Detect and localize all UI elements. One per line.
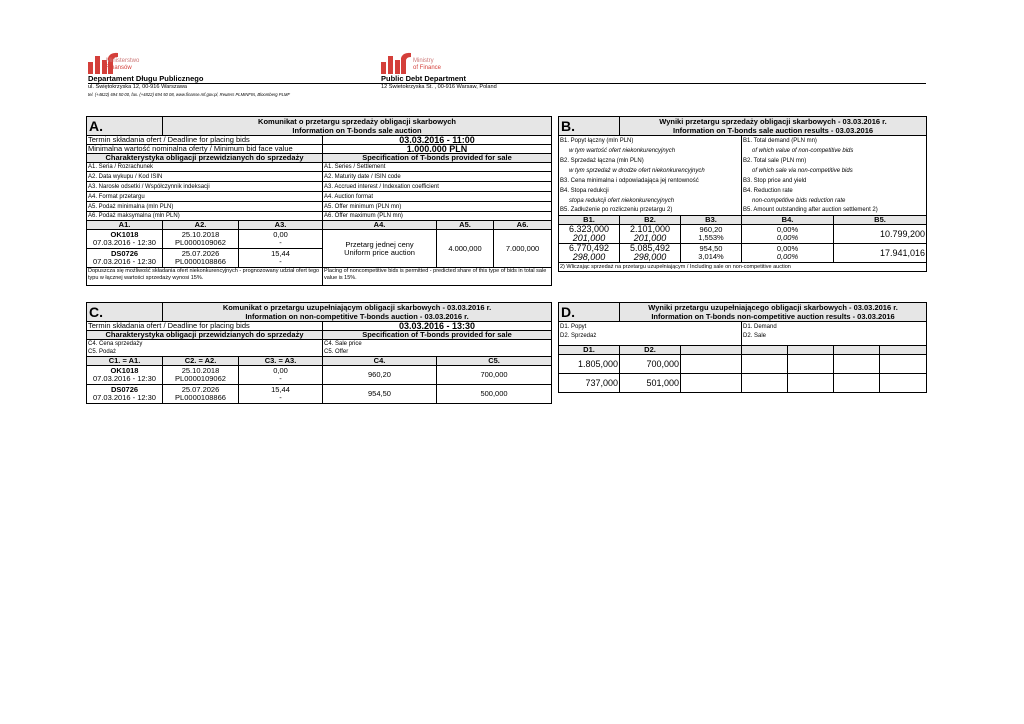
- a-row-pl: A2. Data wykupu / Kod ISIN: [87, 172, 323, 182]
- logo-text-pl: Ministerstwo Finansów: [106, 58, 140, 71]
- c-spec-heading-pl: Charakterystyka obligacji przewidzianych do sprzedaży: [87, 331, 323, 340]
- sale-price: 960,20: [323, 366, 437, 385]
- series: OK1018: [110, 230, 139, 239]
- b-row-pl: B4. Stopa redukcji: [559, 186, 742, 196]
- settlement: 07.03.2016 - 12:30: [93, 393, 156, 402]
- index-coef: -: [279, 257, 282, 266]
- spec-heading-pl: Charakterystyka obligacji przewidzianych do sprzedaży: [87, 154, 323, 163]
- b3-yield: 1,553%: [698, 233, 724, 242]
- col-a2: A2.: [163, 221, 239, 230]
- index-coef: -: [279, 238, 282, 247]
- maturity: 25.07.2026: [181, 385, 220, 394]
- c-deadline-label: Termin składania ofert / Deadline for placing bids: [87, 322, 323, 331]
- col-c4: C4.: [323, 357, 437, 366]
- b-row-pl: B3. Cena minimalna i odpowiadająca jej rentowność: [559, 176, 742, 186]
- a-row-pl: A1. Seria / Rozrachunek: [87, 163, 323, 172]
- b-row-en: B3. Stop price and yield: [742, 176, 927, 186]
- logo-text-en: Ministry of Finance: [413, 58, 442, 71]
- footnote-b: 2) Wliczając sprzedaż na przetargu uzupełniającym / Including sale on non-competitive auction: [559, 263, 927, 272]
- series: OK1018: [110, 366, 139, 375]
- offer: 500,000: [437, 385, 552, 404]
- b4-value: 0,00%: [776, 244, 799, 253]
- dept-pl: Departament Długu Publicznego: [88, 74, 204, 83]
- maturity: 25.07.2026: [181, 249, 220, 258]
- b-row-en: of which sale via non-competitive bids: [742, 166, 927, 176]
- format-en: Uniform price auction: [344, 247, 415, 257]
- d1-value: 1.805,000: [559, 355, 620, 374]
- a-row-en: A4. Auction format: [323, 192, 552, 202]
- b3-price: 954,50: [699, 244, 723, 253]
- b-row-en: B2. Total sale (PLN mn): [742, 156, 927, 166]
- col-a6: A6.: [494, 221, 552, 230]
- b-row-en: non-competitive bids reduction rate: [742, 196, 927, 206]
- table-row: [87, 385, 552, 404]
- address-pl: ul. Świętokrzyska 12, 00-916 Warszawa: [88, 84, 187, 90]
- c-deadline-value: 03.03.2016 - 13:30: [323, 322, 552, 331]
- a-row-pl: A6. Podaż maksymalna (mln PLN): [87, 212, 323, 221]
- b-row-pl: w tym sprzedaż w drodze ofert niekonkurencyjnych: [559, 166, 742, 176]
- col-a5: A5.: [437, 221, 494, 230]
- maturity: 25.10.2018: [181, 230, 220, 239]
- section-b-table: [558, 116, 927, 272]
- series: DS0726: [110, 249, 139, 258]
- b1-nc-value: 201,000: [572, 233, 606, 243]
- section-a-title: Komunikat o przetargu sprzedaży obligacji skarbowych Information on T-bonds sale auction: [163, 117, 552, 136]
- b-row-pl: B5. Zadłużenie po rozliczeniu przetargu 2): [559, 206, 742, 216]
- d2-value: 501,000: [620, 374, 681, 393]
- offer-max: 7.000,000: [494, 230, 552, 268]
- isin: PL0000109062: [175, 238, 226, 247]
- table-row: [87, 366, 552, 385]
- d-row-pl: D2. Sprzedaż: [559, 332, 742, 346]
- min-bid-value: 1.000.000 PLN: [323, 145, 552, 154]
- table-row: [559, 374, 927, 393]
- d-row-pl: D1. Popyt: [559, 322, 742, 332]
- b5-value: 10.799,200: [834, 225, 927, 244]
- b5-value: 17.941,016: [834, 244, 927, 263]
- deadline-label: Termin składania ofert / Deadline for placing bids: [87, 136, 323, 145]
- col-c5: C5.: [437, 357, 552, 366]
- b3-yield: 3,014%: [698, 252, 724, 261]
- b2-nc-value: 298,000: [633, 252, 667, 262]
- col-b4: B4.: [742, 216, 834, 225]
- min-bid-label: Minimalna wartość nominalna oferty / Minimum bid face value: [87, 145, 323, 154]
- b-row-en: B1. Total demand (PLN mn): [742, 136, 927, 146]
- sale-price: 954,50: [323, 385, 437, 404]
- col-c2: C2. = A2.: [163, 357, 239, 366]
- a-row-en: A5. Offer minimum (PLN mn): [323, 202, 552, 212]
- c-rows-pl: C4. Cena sprzedaży C5. Podaż: [87, 340, 323, 357]
- c-spec-heading-en: Specification of T-bonds provided for sale: [323, 331, 552, 340]
- isin: PL0000108866: [175, 257, 226, 266]
- b-row-en: B5. Amount outstanding after auction settlement 2): [742, 206, 927, 216]
- b-row-pl: B1. Popyt łączny (mln PLN): [559, 136, 742, 146]
- offer: 700,000: [437, 366, 552, 385]
- b4-nc-value: 0,00%: [776, 233, 799, 242]
- a-row-pl: A3. Narosłe odsetki / Współczynnik indeksacji: [87, 182, 323, 192]
- address-en: 12 Swietokrzyska St. , 00-916 Warsaw, Poland: [381, 84, 497, 90]
- offer-min: 4.000,000: [437, 230, 494, 268]
- settlement: 07.03.2016 - 12:30: [93, 238, 156, 247]
- series: DS0726: [110, 385, 139, 394]
- footnote-pl: Dopuszcza się możliwość składania ofert niekonkurencyjnych - prognozowany udział ofert tego typu w łącznej wartości sprzedaży wynosi 15%.: [87, 268, 323, 286]
- table-row: [87, 230, 552, 249]
- col-b2: B2.: [620, 216, 681, 225]
- b1-value: 6.323,000: [568, 224, 610, 234]
- col-b3: B3.: [681, 216, 742, 225]
- b1-value: 6.770,492: [568, 243, 610, 253]
- section-c-table: [86, 302, 552, 404]
- col-a4: A4.: [323, 221, 437, 230]
- index-coef: -: [279, 374, 282, 383]
- deadline-value: 03.03.2016 - 11:00: [323, 136, 552, 145]
- table-row: [559, 244, 927, 263]
- b-row-en: of which value of non-competitive bids: [742, 146, 927, 156]
- col-a3: A3.: [239, 221, 323, 230]
- b4-nc-value: 0,00%: [776, 252, 799, 261]
- settlement: 07.03.2016 - 12:30: [93, 374, 156, 383]
- contact-line: tel. (+4822) 694 50 00, fax. (+4822) 694 50 08, www.finanse.mf.gov.pl, Reuters PLMINFIN, Bloomberg PLMF: [88, 92, 290, 97]
- header-divider: [88, 83, 926, 84]
- a-row-pl: A4. Format przetargu: [87, 192, 323, 202]
- a-row-en: A1. Series / Settlement: [323, 163, 552, 172]
- b-row-pl: B2. Sprzedaż łączna (mln PLN): [559, 156, 742, 166]
- col-d2: D2.: [620, 346, 681, 355]
- dept-en: Public Debt Department: [381, 74, 467, 83]
- b4-value: 0,00%: [776, 225, 799, 234]
- d-row-en: D1. Demand: [742, 322, 927, 332]
- b2-nc-value: 201,000: [633, 233, 667, 243]
- isin: PL0000109062: [175, 374, 226, 383]
- settlement: 07.03.2016 - 12:30: [93, 257, 156, 266]
- d-row-en: D2. Sale: [742, 332, 927, 346]
- section-d-title: Wyniki przetargu uzupełniającego obligacji skarbowych - 03.03.2016 r. Information on T-bonds non-competitive auction results - 03.03.2016: [620, 303, 927, 322]
- b-row-pl: stopa redukcji ofert niekonkurencyjnych: [559, 196, 742, 206]
- maturity: 25.10.2018: [181, 366, 220, 375]
- accrued: 0,00: [273, 366, 288, 375]
- table-row: [559, 355, 927, 374]
- section-a-letter: A.: [87, 117, 163, 136]
- spec-heading-en: Specification of T-bonds provided for sale: [323, 154, 552, 163]
- section-b-letter: B.: [559, 117, 620, 136]
- format-pl: Przetarg jednej ceny: [345, 239, 414, 249]
- c-rows-en: C4. Sale price C5. Offer: [323, 340, 552, 357]
- col-a1: A1.: [87, 221, 163, 230]
- section-d-table: [558, 302, 927, 393]
- a-row-en: A2. Maturity date / ISIN code: [323, 172, 552, 182]
- accrued: 0,00: [273, 230, 288, 239]
- b-row-pl: w tym wartość ofert niekonkurencyjnych: [559, 146, 742, 156]
- a-row-en: A3. Accrued interest / Indexation coefficient: [323, 182, 552, 192]
- section-b-title: Wyniki przetargu sprzedaży obligacji skarbowych - 03.03.2016 r. Information on T-bonds sale auction results - 03.03.2016: [620, 117, 927, 136]
- a-row-pl: A5. Podaż minimalna (mln PLN): [87, 202, 323, 212]
- section-d-letter: D.: [559, 303, 620, 322]
- b2-value: 2.101,000: [629, 224, 671, 234]
- index-coef: -: [279, 393, 282, 402]
- a-row-en: A6. Offer maximum (PLN mn): [323, 212, 552, 221]
- b2-value: 5.085,492: [629, 243, 671, 253]
- b-row-en: B4. Reduction rate: [742, 186, 927, 196]
- b3-price: 960,20: [699, 225, 723, 234]
- d1-value: 737,000: [559, 374, 620, 393]
- isin: PL0000108866: [175, 393, 226, 402]
- section-c-title: Komunikat o przetargu uzupełniającym obligacji skarbowych - 03.03.2016 r. Information on non-competitive T-bonds auction - 03.03.2016 r.: [163, 303, 552, 322]
- ministry-logo-en: [381, 52, 415, 74]
- col-c1: C1. = A1.: [87, 357, 163, 366]
- col-b5: B5.: [834, 216, 927, 225]
- section-a-table: [86, 116, 552, 286]
- accrued: 15,44: [271, 385, 290, 394]
- accrued: 15,44: [271, 249, 290, 258]
- col-c3: C3. = A3.: [239, 357, 323, 366]
- col-b1: B1.: [559, 216, 620, 225]
- section-c-letter: C.: [87, 303, 163, 322]
- b1-nc-value: 298,000: [572, 252, 606, 262]
- col-d1: D1.: [559, 346, 620, 355]
- footnote-en: Placing of noncompetitive bids is permitted - predicted share of this type of bids in total sale value is 15%.: [323, 268, 552, 286]
- table-row: [559, 225, 927, 244]
- d2-value: 700,000: [620, 355, 681, 374]
